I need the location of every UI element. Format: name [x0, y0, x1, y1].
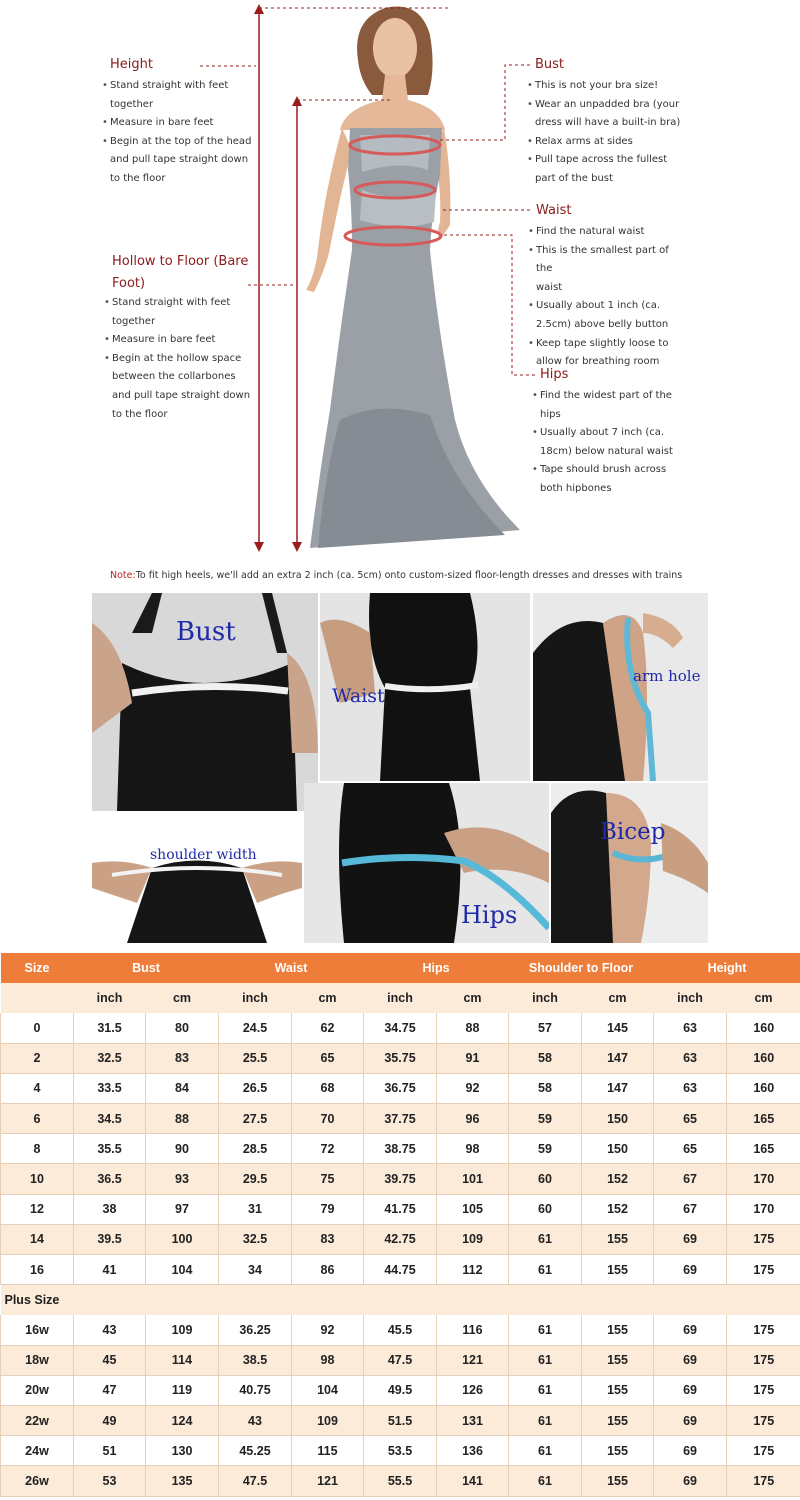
table-cell: 109: [437, 1224, 509, 1254]
table-cell: 22w: [1, 1405, 74, 1435]
list-item: • Usually about 7 inch (ca.: [532, 424, 692, 443]
table-cell: 41: [74, 1255, 146, 1285]
list-item: • Stand straight with feet: [102, 77, 252, 96]
table-cell: 160: [727, 1073, 800, 1103]
table-cell: 57: [509, 1013, 582, 1043]
table-cell: 98: [437, 1134, 509, 1164]
table-cell: 59: [509, 1134, 582, 1164]
table-cell: 92: [292, 1315, 364, 1345]
unit-header: [1, 983, 74, 1013]
table-cell: 84: [146, 1073, 219, 1103]
table-cell: 104: [146, 1255, 219, 1285]
list-item: • This is the smallest part of the: [528, 242, 688, 279]
unit-header: cm: [582, 983, 654, 1013]
hollow-instructions: [104, 294, 254, 424]
table-cell: 175: [727, 1255, 800, 1285]
table-cell: 97: [146, 1194, 219, 1224]
unit-header: inch: [654, 983, 727, 1013]
table-cell: 26w: [1, 1466, 74, 1496]
armhole-photo: [533, 593, 708, 781]
table-cell: 8: [1, 1134, 74, 1164]
table-cell: 4: [1, 1073, 74, 1103]
table-cell: 145: [582, 1013, 654, 1043]
table-cell: 72: [292, 1134, 364, 1164]
table-cell: 126: [437, 1375, 509, 1405]
list-item: to the floor: [110, 172, 166, 184]
note-label: Note:: [110, 570, 136, 581]
plus-size-label: Plus Size: [1, 1285, 800, 1315]
table-cell: 53.5: [364, 1436, 437, 1466]
table-cell: 47.5: [219, 1466, 292, 1496]
list-item: together: [110, 98, 154, 110]
list-item: • Pull tape across the fullest: [527, 151, 687, 170]
list-item: • Usually about 1 inch (ca.: [528, 297, 688, 316]
table-cell: 93: [146, 1164, 219, 1194]
table-cell: 25.5: [219, 1043, 292, 1073]
list-item: • Stand straight with feet: [104, 294, 254, 313]
table-cell: 152: [582, 1194, 654, 1224]
table-cell: 61: [509, 1405, 582, 1435]
table-cell: 37.75: [364, 1104, 437, 1134]
table-cell: 150: [582, 1104, 654, 1134]
table-cell: 90: [146, 1134, 219, 1164]
table-cell: 6: [1, 1104, 74, 1134]
table-cell: 61: [509, 1375, 582, 1405]
table-row: [1, 1194, 800, 1224]
unit-header: inch: [74, 983, 146, 1013]
table-cell: 152: [582, 1164, 654, 1194]
table-cell: 83: [146, 1043, 219, 1073]
height-title: Height: [110, 57, 153, 72]
table-cell: 170: [727, 1164, 800, 1194]
table-cell: 83: [292, 1224, 364, 1254]
table-cell: 150: [582, 1134, 654, 1164]
table-row: [1, 1104, 800, 1134]
table-cell: 36.75: [364, 1073, 437, 1103]
table-cell: 61: [509, 1315, 582, 1345]
table-cell: 69: [654, 1345, 727, 1375]
table-cell: 10: [1, 1164, 74, 1194]
list-item: part of the bust: [535, 172, 613, 184]
table-cell: 69: [654, 1224, 727, 1254]
table-cell: 69: [654, 1315, 727, 1345]
table-cell: 38.75: [364, 1134, 437, 1164]
table-cell: 124: [146, 1405, 219, 1435]
list-item: • Keep tape slightly loose to: [528, 335, 688, 354]
bust-instructions: [527, 77, 687, 189]
table-cell: 175: [727, 1375, 800, 1405]
table-cell: 63: [654, 1073, 727, 1103]
table-cell: 63: [654, 1013, 727, 1043]
table-cell: 75: [292, 1164, 364, 1194]
table-body: [1, 953, 800, 1496]
table-cell: 160: [727, 1013, 800, 1043]
list-item: and pull tape straight down: [112, 389, 251, 401]
table-cell: 24w: [1, 1436, 74, 1466]
hips-title: Hips: [540, 367, 569, 382]
table-cell: 65: [654, 1134, 727, 1164]
table-cell: 65: [292, 1043, 364, 1073]
table-cell: 61: [509, 1255, 582, 1285]
waist-photo-label: Waist: [332, 685, 385, 707]
table-cell: 114: [146, 1345, 219, 1375]
table-cell: 147: [582, 1073, 654, 1103]
table-cell: 35.5: [74, 1134, 146, 1164]
table-cell: 45: [74, 1345, 146, 1375]
table-cell: 86: [292, 1255, 364, 1285]
table-cell: 67: [654, 1194, 727, 1224]
table-cell: 96: [437, 1104, 509, 1134]
table-cell: 49: [74, 1405, 146, 1435]
table-cell: 91: [437, 1043, 509, 1073]
table-cell: 79: [292, 1194, 364, 1224]
table-cell: 60: [509, 1194, 582, 1224]
table-cell: 16: [1, 1255, 74, 1285]
list-item: • This is not your bra size!: [527, 77, 687, 96]
unit-header: cm: [437, 983, 509, 1013]
list-item: both hipbones: [540, 482, 612, 494]
table-cell: 26.5: [219, 1073, 292, 1103]
list-item: • Relax arms at sides: [527, 133, 687, 152]
hollow-title-line-1: Hollow to Floor (Bare: [112, 254, 249, 269]
note-text: To fit high heels, we'll add an extra 2 inch (ca. 5cm) onto custom-sized floor-length dresses and dresses with trains: [135, 570, 683, 581]
list-item: dress will have a built-in bra): [535, 117, 681, 129]
column-header: Waist: [219, 953, 364, 983]
column-header: Bust: [74, 953, 219, 983]
table-cell: 115: [292, 1436, 364, 1466]
table-cell: 45.5: [364, 1315, 437, 1345]
table-row: [1, 1134, 800, 1164]
table-cell: 53: [74, 1466, 146, 1496]
unit-header: inch: [364, 983, 437, 1013]
hollow-title: [112, 251, 248, 295]
table-cell: 61: [509, 1345, 582, 1375]
table-cell: 175: [727, 1345, 800, 1375]
table-cell: 69: [654, 1436, 727, 1466]
table-cell: 60: [509, 1164, 582, 1194]
table-cell: 109: [146, 1315, 219, 1345]
table-row: [1, 1375, 800, 1405]
table-row: [1, 1073, 800, 1103]
table-cell: 155: [582, 1315, 654, 1345]
list-item: and pull tape straight down: [110, 154, 249, 166]
table-cell: 175: [727, 1436, 800, 1466]
table-cell: 121: [437, 1345, 509, 1375]
table-cell: 63: [654, 1043, 727, 1073]
table-cell: 34.75: [364, 1013, 437, 1043]
table-cell: 135: [146, 1466, 219, 1496]
table-cell: 136: [437, 1436, 509, 1466]
custom-size-note: [110, 570, 682, 581]
table-cell: 69: [654, 1405, 727, 1435]
table-cell: 155: [582, 1345, 654, 1375]
table-cell: 116: [437, 1315, 509, 1345]
table-cell: 28.5: [219, 1134, 292, 1164]
list-item: • Find the natural waist: [528, 223, 688, 242]
table-cell: 35.75: [364, 1043, 437, 1073]
armhole-photo-label: arm hole: [633, 667, 701, 685]
unit-header: cm: [727, 983, 800, 1013]
table-cell: 0: [1, 1013, 74, 1043]
unit-header: inch: [509, 983, 582, 1013]
table-cell: 55.5: [364, 1466, 437, 1496]
table-cell: 20w: [1, 1375, 74, 1405]
table-cell: 39.5: [74, 1224, 146, 1254]
table-row: [1, 1224, 800, 1254]
bust-photo: [92, 593, 318, 811]
bicep-photo: [551, 783, 708, 943]
table-cell: 32.5: [74, 1043, 146, 1073]
table-cell: 58: [509, 1043, 582, 1073]
table-cell: 36.5: [74, 1164, 146, 1194]
measurement-guide: [0, 0, 800, 590]
table-cell: 29.5: [219, 1164, 292, 1194]
table-cell: 69: [654, 1375, 727, 1405]
column-header: Hips: [364, 953, 509, 983]
hips-instructions: [532, 387, 692, 499]
table-cell: 59: [509, 1104, 582, 1134]
list-item: allow for breathing room: [536, 356, 660, 368]
table-header-row: [1, 953, 800, 983]
table-cell: 131: [437, 1405, 509, 1435]
list-item: • Begin at the top of the head: [102, 133, 252, 152]
list-item: • Measure in bare feet: [102, 114, 252, 133]
table-cell: 70: [292, 1104, 364, 1134]
column-header: Size: [1, 953, 74, 983]
list-item: • Find the widest part of the: [532, 387, 692, 406]
table-cell: 61: [509, 1466, 582, 1496]
table-cell: 69: [654, 1466, 727, 1496]
table-cell: 165: [727, 1104, 800, 1134]
table-cell: 14: [1, 1224, 74, 1254]
table-cell: 160: [727, 1043, 800, 1073]
list-item: 2.5cm) above belly button: [536, 318, 669, 330]
table-cell: 34.5: [74, 1104, 146, 1134]
table-cell: 67: [654, 1164, 727, 1194]
table-cell: 31.5: [74, 1013, 146, 1043]
table-cell: 24.5: [219, 1013, 292, 1043]
list-item: • Measure in bare feet: [104, 331, 254, 350]
table-cell: 170: [727, 1194, 800, 1224]
table-cell: 36.25: [219, 1315, 292, 1345]
table-cell: 27.5: [219, 1104, 292, 1134]
table-row: [1, 1345, 800, 1375]
table-cell: 105: [437, 1194, 509, 1224]
table-cell: 175: [727, 1224, 800, 1254]
list-item: waist: [536, 281, 563, 293]
table-cell: 92: [437, 1073, 509, 1103]
table-cell: 112: [437, 1255, 509, 1285]
table-row: [1, 1255, 800, 1285]
table-row: [1, 1405, 800, 1435]
unit-header: inch: [219, 983, 292, 1013]
table-cell: 175: [727, 1315, 800, 1345]
table-cell: 155: [582, 1405, 654, 1435]
unit-header: cm: [146, 983, 219, 1013]
column-header: Shoulder to Floor: [509, 953, 654, 983]
table-cell: 68: [292, 1073, 364, 1103]
table-cell: 43: [74, 1315, 146, 1345]
table-row: [1, 1436, 800, 1466]
table-cell: 18w: [1, 1345, 74, 1375]
table-cell: 119: [146, 1375, 219, 1405]
list-item: 18cm) below natural waist: [540, 445, 673, 457]
waist-photo: [320, 593, 530, 781]
table-cell: 51: [74, 1436, 146, 1466]
table-cell: 155: [582, 1436, 654, 1466]
table-row: [1, 1466, 800, 1496]
shoulder-width-photo-label: shoulder width: [150, 847, 257, 863]
table-cell: 175: [727, 1466, 800, 1496]
table-cell: 155: [582, 1466, 654, 1496]
table-cell: 65: [654, 1104, 727, 1134]
table-cell: 43: [219, 1405, 292, 1435]
table-cell: 101: [437, 1164, 509, 1194]
table-row: [1, 1043, 800, 1073]
table-cell: 42.75: [364, 1224, 437, 1254]
table-cell: 61: [509, 1224, 582, 1254]
table-cell: 147: [582, 1043, 654, 1073]
list-item: between the collarbones: [112, 371, 236, 383]
column-header: Height: [654, 953, 800, 983]
table-cell: 155: [582, 1375, 654, 1405]
list-item: • Tape should brush across: [532, 461, 692, 480]
bicep-photo-label: Bicep: [600, 819, 666, 845]
table-cell: 45.25: [219, 1436, 292, 1466]
table-cell: 51.5: [364, 1405, 437, 1435]
bust-title: Bust: [535, 57, 565, 72]
hips-photo: [304, 783, 549, 943]
unit-header: cm: [292, 983, 364, 1013]
table-cell: 44.75: [364, 1255, 437, 1285]
table-cell: 38.5: [219, 1345, 292, 1375]
table-cell: 100: [146, 1224, 219, 1254]
plus-size-row: [1, 1285, 800, 1315]
table-row: [1, 1164, 800, 1194]
table-cell: 80: [146, 1013, 219, 1043]
waist-title: Waist: [536, 203, 572, 218]
table-cell: 61: [509, 1436, 582, 1466]
hollow-title-line-2: Foot): [112, 276, 146, 291]
size-chart-table: [0, 953, 800, 1497]
table-cell: 58: [509, 1073, 582, 1103]
table-cell: 88: [146, 1104, 219, 1134]
table-units-row: [1, 983, 800, 1013]
table-cell: 88: [437, 1013, 509, 1043]
bust-photo-label: Bust: [176, 617, 236, 647]
table-cell: 47: [74, 1375, 146, 1405]
table-cell: 38: [74, 1194, 146, 1224]
table-cell: 12: [1, 1194, 74, 1224]
list-item: hips: [540, 408, 561, 420]
table-cell: 39.75: [364, 1164, 437, 1194]
list-item: • Wear an unpadded bra (your: [527, 96, 687, 115]
hips-photo-label: Hips: [461, 901, 518, 929]
table-cell: 2: [1, 1043, 74, 1073]
table-cell: 32.5: [219, 1224, 292, 1254]
table-cell: 175: [727, 1405, 800, 1435]
table-row: [1, 1315, 800, 1345]
height-instructions: [102, 77, 252, 189]
table-row: [1, 1013, 800, 1043]
table-cell: 130: [146, 1436, 219, 1466]
table-cell: 40.75: [219, 1375, 292, 1405]
table-cell: 31: [219, 1194, 292, 1224]
table-cell: 109: [292, 1405, 364, 1435]
table-cell: 62: [292, 1013, 364, 1043]
list-item: together: [112, 315, 156, 327]
table-cell: 165: [727, 1134, 800, 1164]
waist-instructions: [528, 223, 688, 372]
table-cell: 16w: [1, 1315, 74, 1345]
table-cell: 141: [437, 1466, 509, 1496]
table-cell: 47.5: [364, 1345, 437, 1375]
list-item: to the floor: [112, 408, 168, 420]
table-cell: 155: [582, 1255, 654, 1285]
table-cell: 41.75: [364, 1194, 437, 1224]
table-cell: 98: [292, 1345, 364, 1375]
table-cell: 69: [654, 1255, 727, 1285]
table-cell: 155: [582, 1224, 654, 1254]
shoulder-width-photo: [92, 813, 302, 943]
table-cell: 104: [292, 1375, 364, 1405]
table-cell: 121: [292, 1466, 364, 1496]
table-cell: 49.5: [364, 1375, 437, 1405]
table-cell: 33.5: [74, 1073, 146, 1103]
list-item: • Begin at the hollow space: [104, 350, 254, 369]
table-cell: 34: [219, 1255, 292, 1285]
